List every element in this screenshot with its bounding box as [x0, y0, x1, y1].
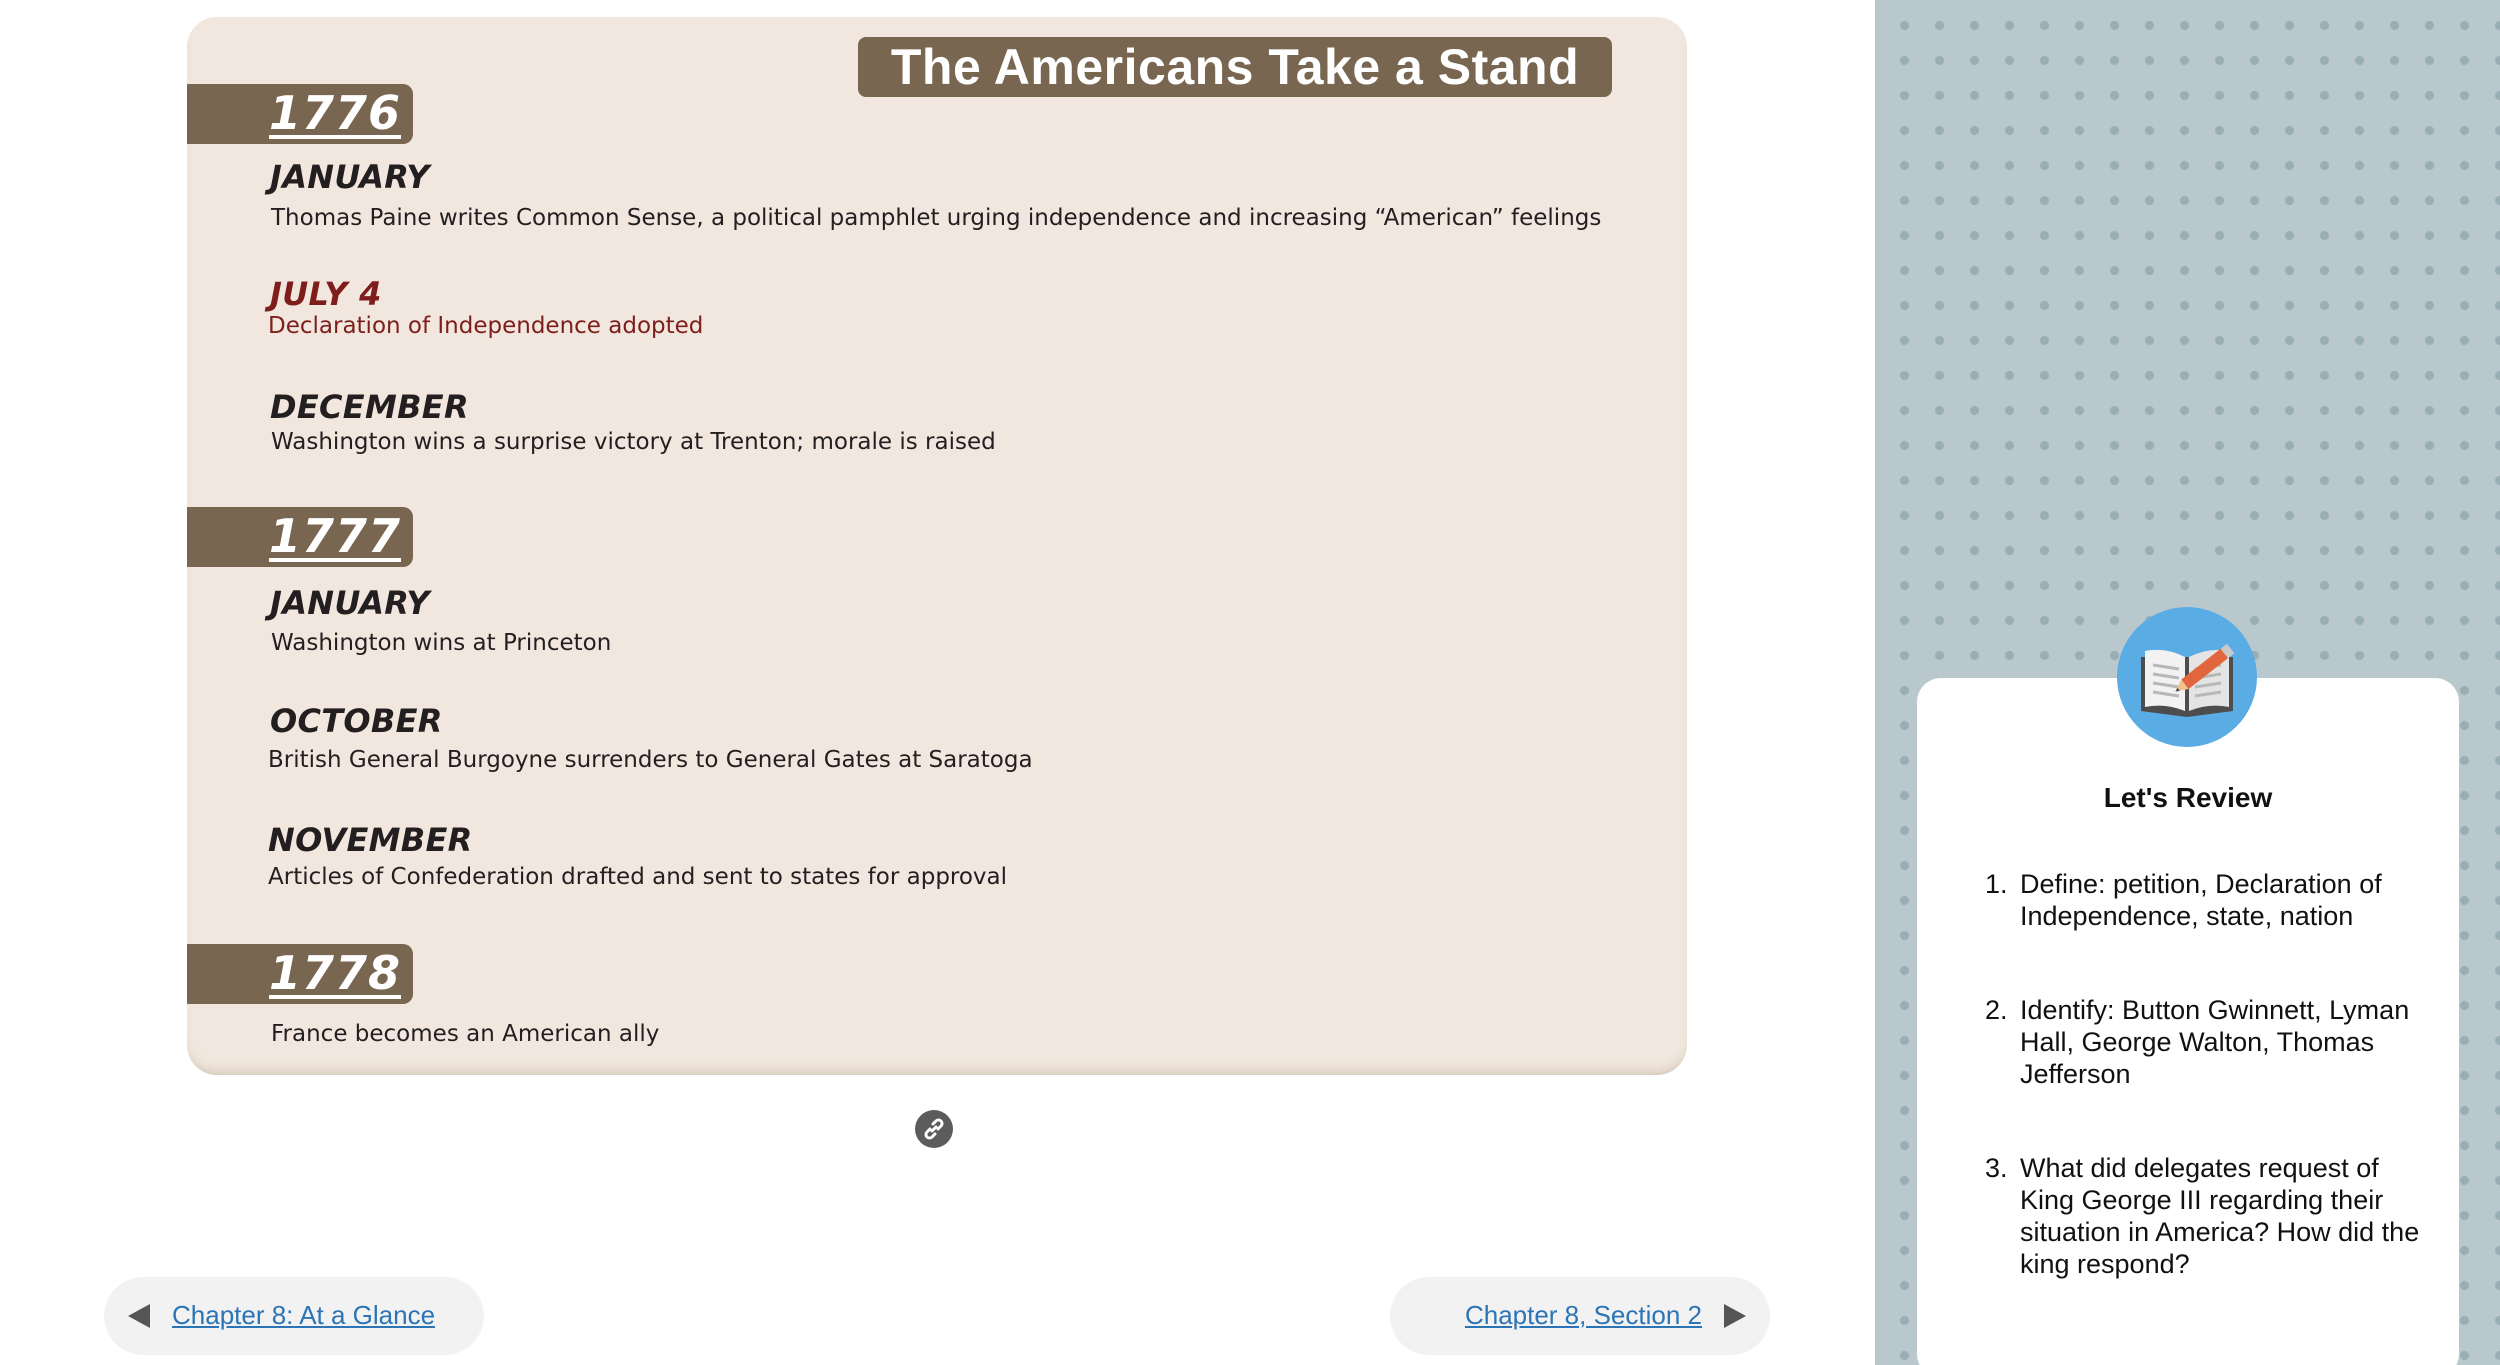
event-month-highlight: JULY 4	[270, 275, 382, 313]
prev-chapter-link[interactable]: Chapter 8: At a Glance	[172, 1300, 436, 1330]
event-description: British General Burgoyne surrenders to General Gates at Saratoga	[268, 747, 1033, 773]
year-label: 1776	[269, 86, 402, 140]
question-text: Define: petition, Declaration of Independence, state, nation	[2020, 869, 2382, 931]
triangle-left-icon[interactable]	[128, 1304, 150, 1328]
review-question	[1985, 994, 2425, 1090]
next-chapter-nav[interactable]	[1390, 1277, 1770, 1355]
year-tab-1777	[187, 507, 413, 567]
review-icon-circle	[2117, 607, 2257, 747]
question-text: What did delegates request of King George III regarding their situation in America? How did the king respond?	[2020, 1153, 2420, 1279]
event-description: Washington wins a surprise victory at Trenton; morale is raised	[271, 429, 996, 455]
review-question	[1985, 868, 2425, 932]
event-description: Articles of Confederation drafted and sent to states for approval	[268, 864, 1008, 890]
timeline-title: The Americans Take a Stand	[858, 37, 1612, 97]
event-description: Thomas Paine writes Common Sense, a political pamphlet urging independence and increasing “American” feelings	[271, 205, 1602, 231]
event-month: DECEMBER	[270, 388, 469, 426]
event-description-highlight: Declaration of Independence adopted	[268, 313, 704, 339]
review-question	[1985, 1152, 2425, 1280]
review-question-list	[1985, 868, 2425, 1342]
book-pencil-icon	[2117, 607, 2257, 747]
review-title: Let's Review	[2103, 782, 2273, 813]
question-number: 1.	[1985, 869, 2008, 899]
question-number: 3.	[1985, 1153, 2008, 1183]
event-description: France becomes an American ally	[271, 1021, 660, 1047]
year-label: 1777	[269, 509, 402, 563]
link-icon	[915, 1110, 953, 1148]
event-month: OCTOBER	[270, 702, 443, 740]
link-button[interactable]	[915, 1110, 953, 1148]
event-description: Washington wins at Princeton	[271, 630, 612, 656]
prev-chapter-nav[interactable]	[104, 1277, 484, 1355]
year-tab-1776	[187, 84, 413, 144]
event-month: JANUARY	[270, 158, 430, 196]
event-month: NOVEMBER	[268, 821, 473, 859]
triangle-right-icon[interactable]	[1724, 1304, 1746, 1328]
question-number: 2.	[1985, 995, 2008, 1025]
year-tab-1778	[187, 944, 413, 1004]
event-month: JANUARY	[270, 584, 430, 622]
year-label: 1778	[269, 946, 402, 1000]
next-chapter-link[interactable]: Chapter 8, Section 2	[1464, 1300, 1702, 1330]
question-text: Identify: Button Gwinnett, Lyman Hall, George Walton, Thomas Jefferson	[2020, 995, 2410, 1089]
